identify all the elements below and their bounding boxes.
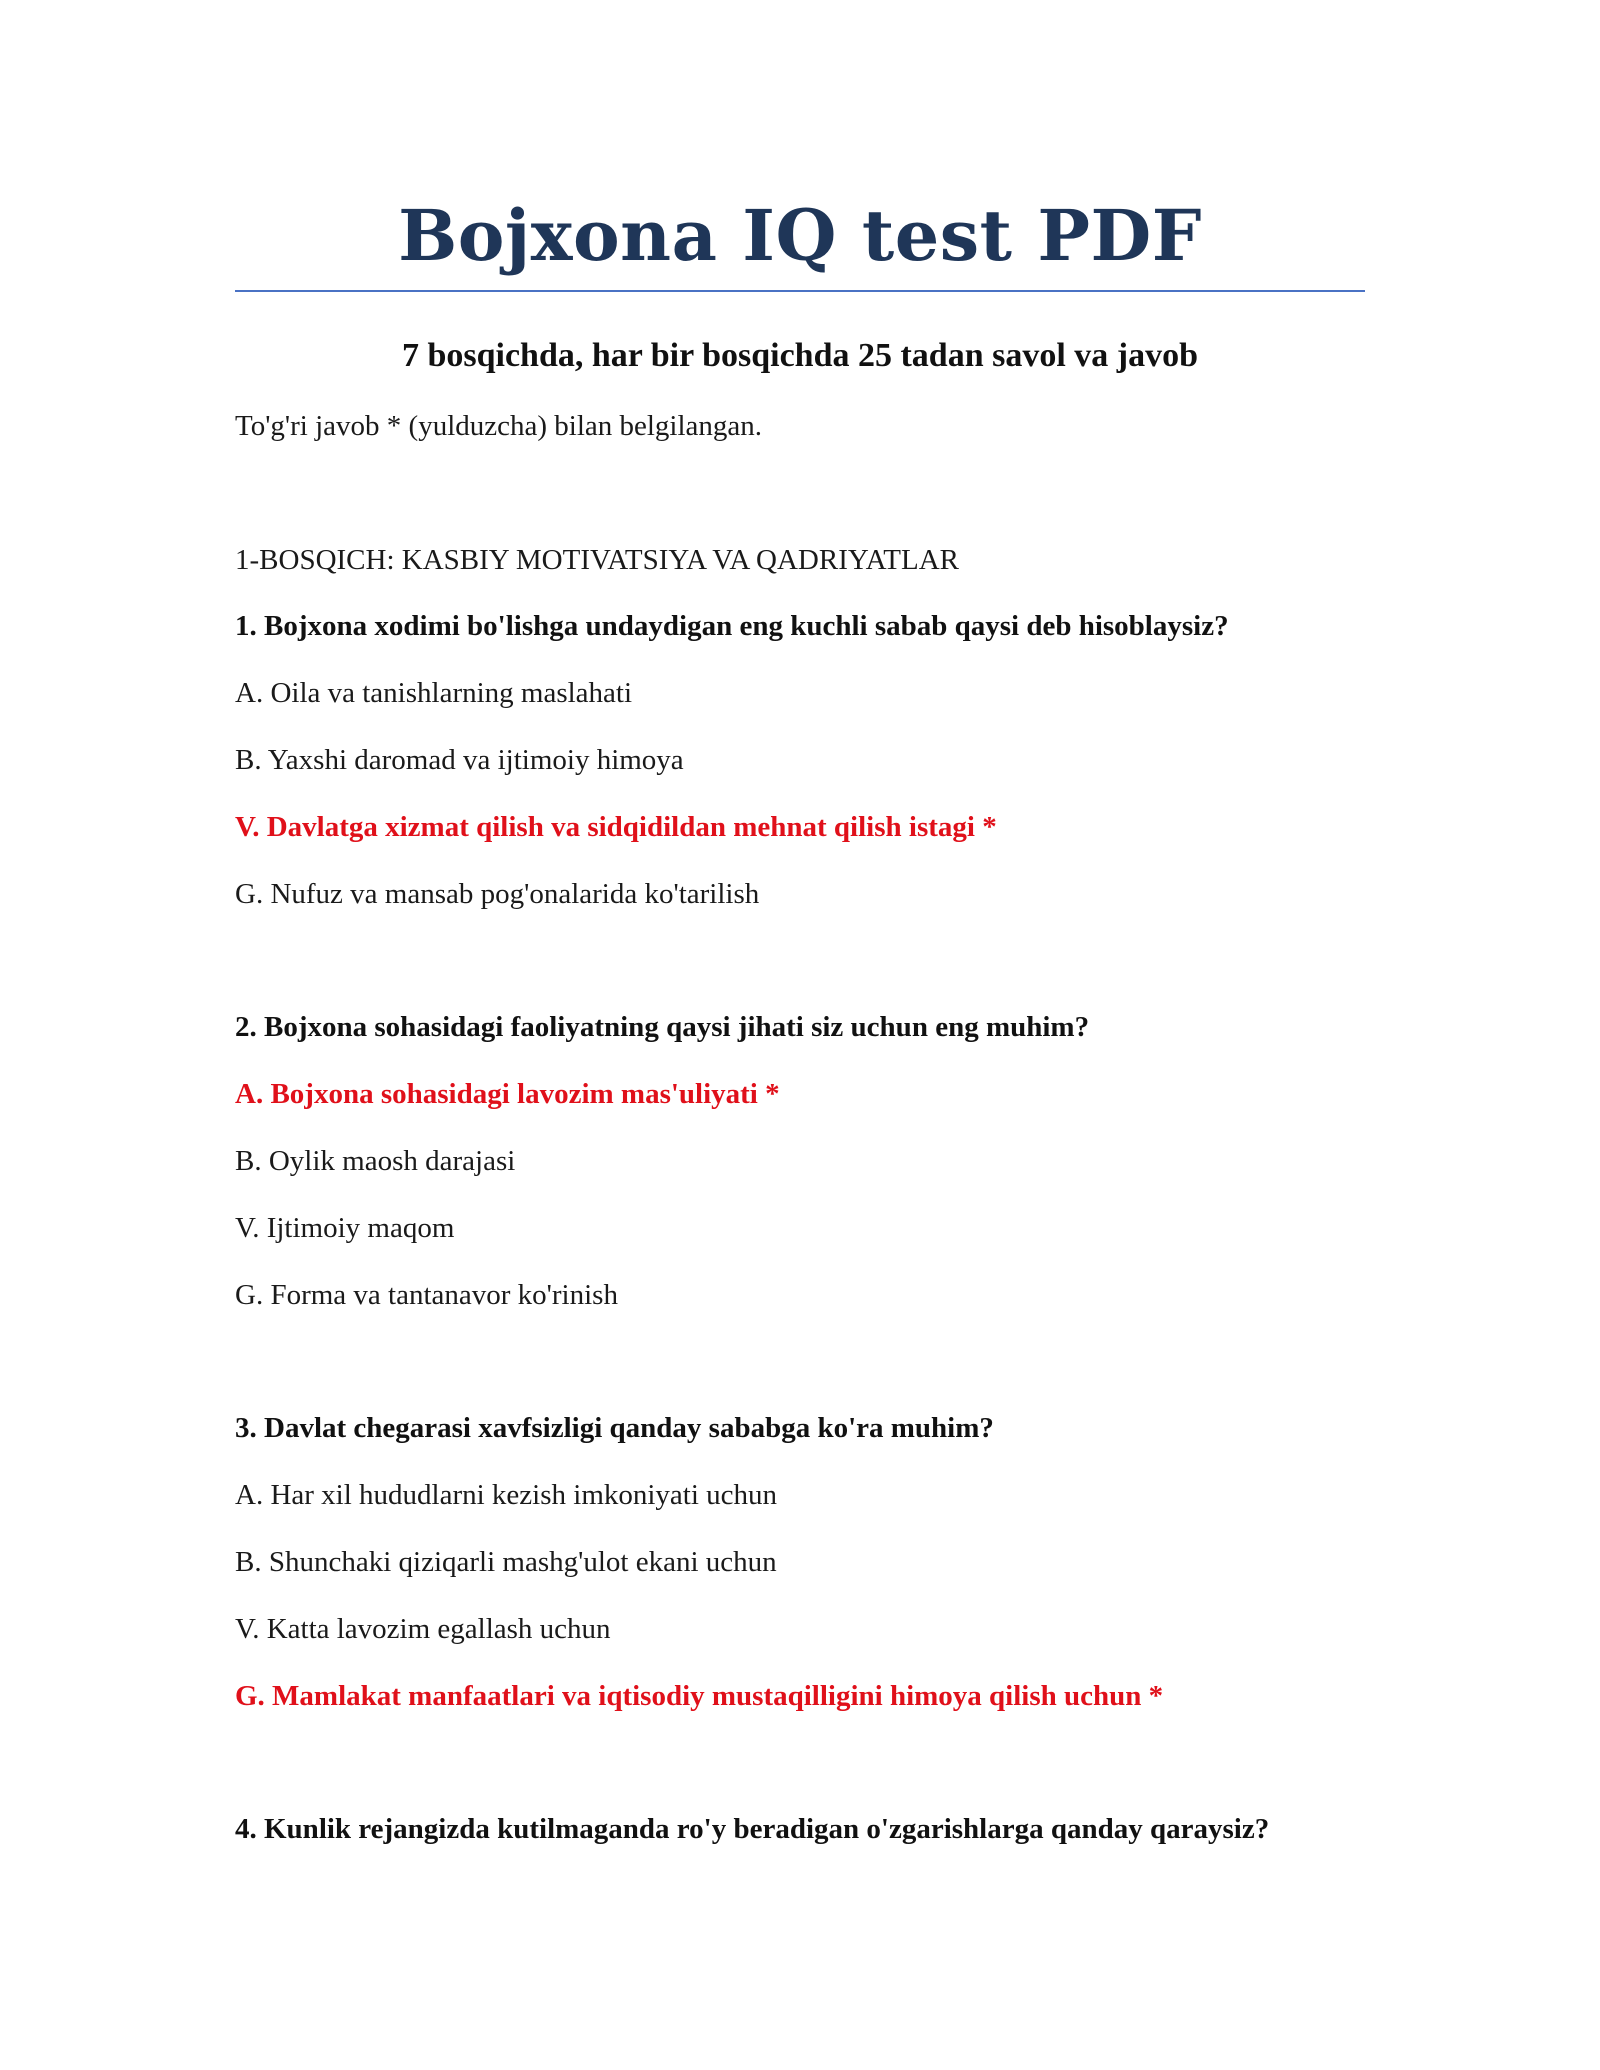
title-divider xyxy=(235,290,1365,292)
question-4: 4. Kunlik rejangizda kutilmaganda ro'y beradigan o'zgarishlarga qanday qaraysiz? xyxy=(235,1813,1270,1845)
question-1-option-b: B. Yaxshi daromad va ijtimoiy himoya xyxy=(235,744,684,776)
question-2-option-g: G. Forma va tantanavor ko'rinish xyxy=(235,1279,618,1311)
question-2-option-v: V. Ijtimoiy maqom xyxy=(235,1212,455,1244)
question-1-option-a: A. Oila va tanishlarning maslahati xyxy=(235,677,633,709)
question-3: 3. Davlat chegarasi xavfsizligi qanday sababga ko'ra muhim? xyxy=(235,1412,994,1444)
question-1: 1. Bojxona xodimi bo'lishga undaydigan eng kuchli sabab qaysi deb hisoblaysiz? xyxy=(235,610,1229,642)
question-1-option-g: G. Nufuz va mansab pog'onalarida ko'tarilish xyxy=(235,878,760,910)
document-title: Bojxona IQ test PDF xyxy=(398,194,1202,277)
section-heading: 1-BOSQICH: KASBIY MOTIVATSIYA VA QADRIYATLAR xyxy=(235,544,960,576)
question-2-option-b: B. Oylik maosh darajasi xyxy=(235,1145,516,1177)
question-2-option-a: A. Bojxona sohasidagi lavozim mas'uliyati * xyxy=(235,1078,780,1110)
question-3-option-v: V. Katta lavozim egallash uchun xyxy=(235,1613,611,1645)
question-2: 2. Bojxona sohasidagi faoliyatning qaysi jihati siz uchun eng muhim? xyxy=(235,1011,1090,1043)
question-3-option-g: G. Mamlakat manfaatlari va iqtisodiy mustaqilligini himoya qilish uchun * xyxy=(235,1680,1164,1712)
question-3-option-b: B. Shunchaki qiziqarli mashg'ulot ekani uchun xyxy=(235,1546,777,1578)
answer-key-note: To'g'ri javob * (yulduzcha) bilan belgilangan. xyxy=(235,410,763,442)
question-1-option-v: V. Davlatga xizmat qilish va sidqidildan mehnat qilish istagi * xyxy=(235,811,997,843)
question-3-option-a: A. Har xil hududlarni kezish imkoniyati uchun xyxy=(235,1479,778,1511)
document-subtitle: 7 bosqichda, har bir bosqichda 25 tadan savol va javob xyxy=(401,337,1199,374)
